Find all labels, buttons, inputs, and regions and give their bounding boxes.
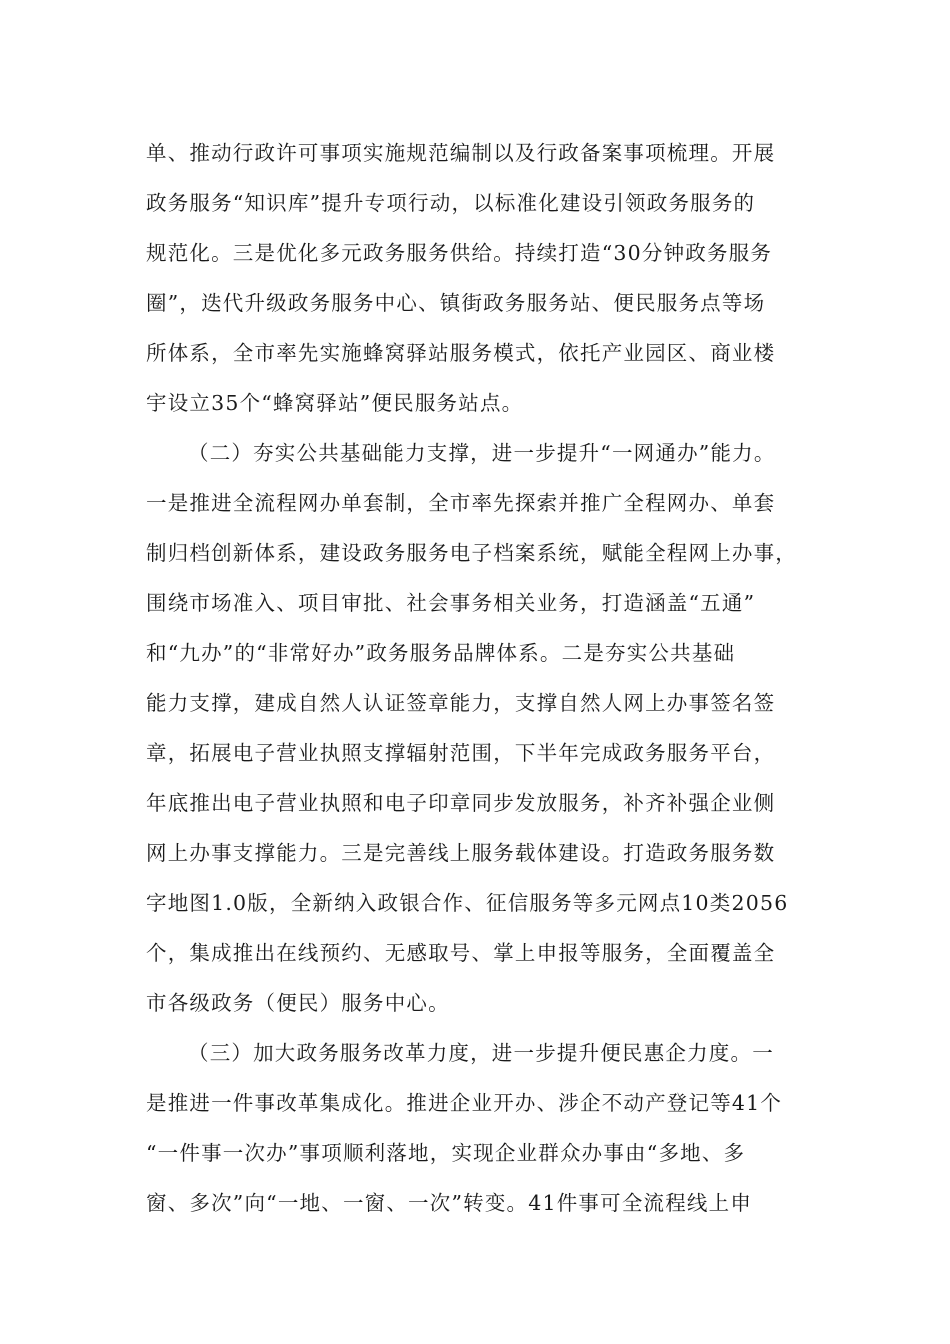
text-line: 规范化。三是优化多元政务服务供给。持续打造“30分钟政务服务 bbox=[146, 241, 773, 265]
text-line: 制归档创新体系，建设政务服务电子档案系统，赋能全程网上办事， bbox=[146, 541, 797, 565]
text-line: 单、推动行政许可事项实施规范编制以及行政备案事项梳理。开展 bbox=[146, 141, 776, 165]
text-line: 一是推进全流程网办单套制，全市率先探索并推广全程网办、单套 bbox=[146, 491, 776, 515]
text-line: 政务服务“知识库”提升专项行动，以标准化建设引领政务服务的 bbox=[146, 191, 756, 215]
paragraph-heading-2: （二）夯实公共基础能力支撑，进一步提升“一网通办”能力。 bbox=[188, 441, 776, 465]
text-line: 字地图1.0版，全新纳入政银合作、征信服务等多元网点10类2056 bbox=[146, 891, 789, 915]
text-line: 宇设立35个“蜂窝驿站”便民服务站点。 bbox=[146, 391, 524, 415]
text-line: 章，拓展电子营业执照支撑辐射范围，下半年完成政务服务平台， bbox=[146, 741, 776, 765]
text-line: 围绕市场准入、项目审批、社会事务相关业务，打造涵盖“五通” bbox=[146, 591, 756, 615]
text-line: 是推进一件事改革集成化。推进企业开办、涉企不动产登记等41个 bbox=[146, 1091, 783, 1115]
text-line: 和“九办”的“非常好办”政务服务品牌体系。二是夯实公共基础 bbox=[146, 641, 736, 665]
text-line: 所体系，全市率先实施蜂窝驿站服务模式，依托产业园区、商业楼 bbox=[146, 341, 776, 365]
text-line: 年底推出电子营业执照和电子印章同步发放服务，补齐补强企业侧 bbox=[146, 791, 776, 815]
text-line: 能力支撑，建成自然人认证签章能力，支撑自然人网上办事签名签 bbox=[146, 691, 776, 715]
body-text bbox=[146, 128, 826, 1228]
paragraph-heading-3: （三）加大政务服务改革力度，进一步提升便民惠企力度。一 bbox=[188, 1041, 774, 1065]
text-line: 个，集成推出在线预约、无感取号、掌上申报等服务，全面覆盖全 bbox=[146, 941, 776, 965]
text-line: 市各级政务（便民）服务中心。 bbox=[146, 991, 450, 1015]
text-line: 网上办事支撑能力。三是完善线上服务载体建设。打造政务服务数 bbox=[146, 841, 776, 865]
text-line: “一件事一次办”事项顺利落地，实现企业群众办事由“多地、多 bbox=[146, 1141, 746, 1165]
text-line: 窗、多次”向“一地、一窗、一次”转变。41件事可全流程线上申 bbox=[146, 1191, 753, 1215]
text-line: 圈”，迭代升级政务服务中心、镇街政务服务站、便民服务点等场 bbox=[146, 291, 766, 315]
